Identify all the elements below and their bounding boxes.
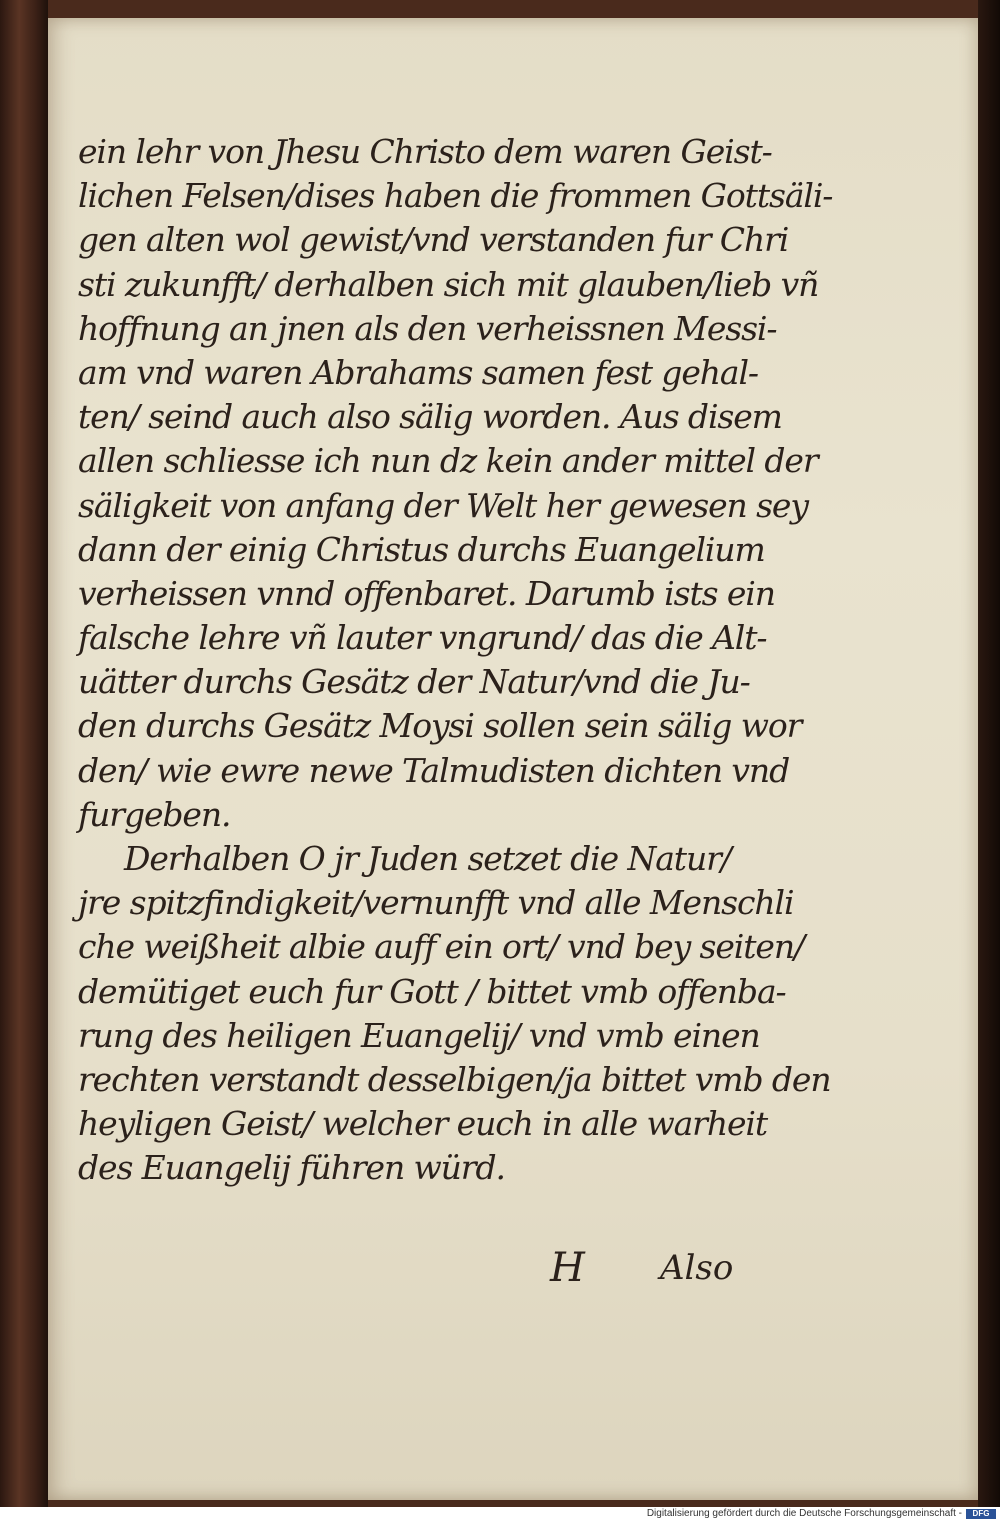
- text-line: ten/ seind auch also sälig worden. Aus disem: [78, 397, 782, 437]
- book-fore-edge: [978, 0, 1000, 1507]
- book-page: [48, 18, 978, 1500]
- text-line: gen alten wol gewist/vnd verstanden fur Chri: [78, 220, 789, 260]
- dfg-logo-icon: DFG: [966, 1509, 996, 1519]
- text-line: den/ wie ewre newe Talmudisten dichten vnd: [78, 750, 790, 790]
- text-line: ein lehr von Jhesu Christo dem waren Geist-: [78, 132, 772, 171]
- text-line: furgeben.: [78, 794, 231, 834]
- book-spine: [0, 0, 48, 1507]
- text-line: am vnd waren Abrahams samen fest gehal-: [78, 352, 758, 392]
- text-line: allen schliesse ich nun dz kein ander mittel der: [78, 441, 818, 481]
- text-line: demütiget euch fur Gott / bittet vmb offenba-: [78, 971, 786, 1011]
- text-line: uätter durchs Gesätz der Natur/vnd die Ju-: [78, 662, 750, 702]
- catchword: Also: [660, 1248, 734, 1288]
- text-line: rechten verstandt desselbigen/ja bittet vmb den: [78, 1059, 831, 1099]
- funding-credit: Digitalisierung gefördert durch die Deutsche Forschungsgemeinschaft -: [646, 1508, 962, 1519]
- signature-mark: H: [550, 1245, 585, 1291]
- text-line: heyligen Geist/ welcher euch in alle warheit: [78, 1104, 768, 1144]
- page-footer: [48, 1243, 978, 1293]
- text-line: verheissen vnnd offenbaret. Darumb ists ein: [78, 573, 775, 613]
- text-line: falsche lehre vñ lauter vngrund/ das die Alt-: [78, 618, 767, 658]
- text-line: jre spitzfindigkeit/vernunfft vnd alle Menschli: [78, 883, 794, 923]
- text-line: dann der einig Christus durchs Euangelium: [78, 529, 765, 569]
- paragraph-start-line: Derhalben O jr Juden setzet die Natur/: [124, 839, 731, 878]
- text-line: den durchs Gesätz Moysi sollen sein sälig wor: [78, 706, 802, 746]
- text-line: lichen Felsen/dises haben die frommen Gottsäli-: [78, 176, 833, 216]
- text-line: hoffnung an jnen als den verheissnen Messi-: [78, 308, 777, 348]
- page-text-block: [78, 130, 833, 1191]
- text-line: des Euangelij führen würd.: [78, 1148, 505, 1188]
- text-line: rung des heiligen Euangelij/ vnd vmb einen: [78, 1015, 760, 1055]
- credit-bar: [0, 1507, 1000, 1521]
- text-line: che weißheit albie auff ein ort/ vnd bey seiten/: [78, 927, 805, 967]
- text-line: sti zukunfft/ derhalben sich mit glauben/lieb vñ: [78, 264, 819, 304]
- text-line: säligkeit von anfang der Welt her gewesen sey: [78, 485, 808, 525]
